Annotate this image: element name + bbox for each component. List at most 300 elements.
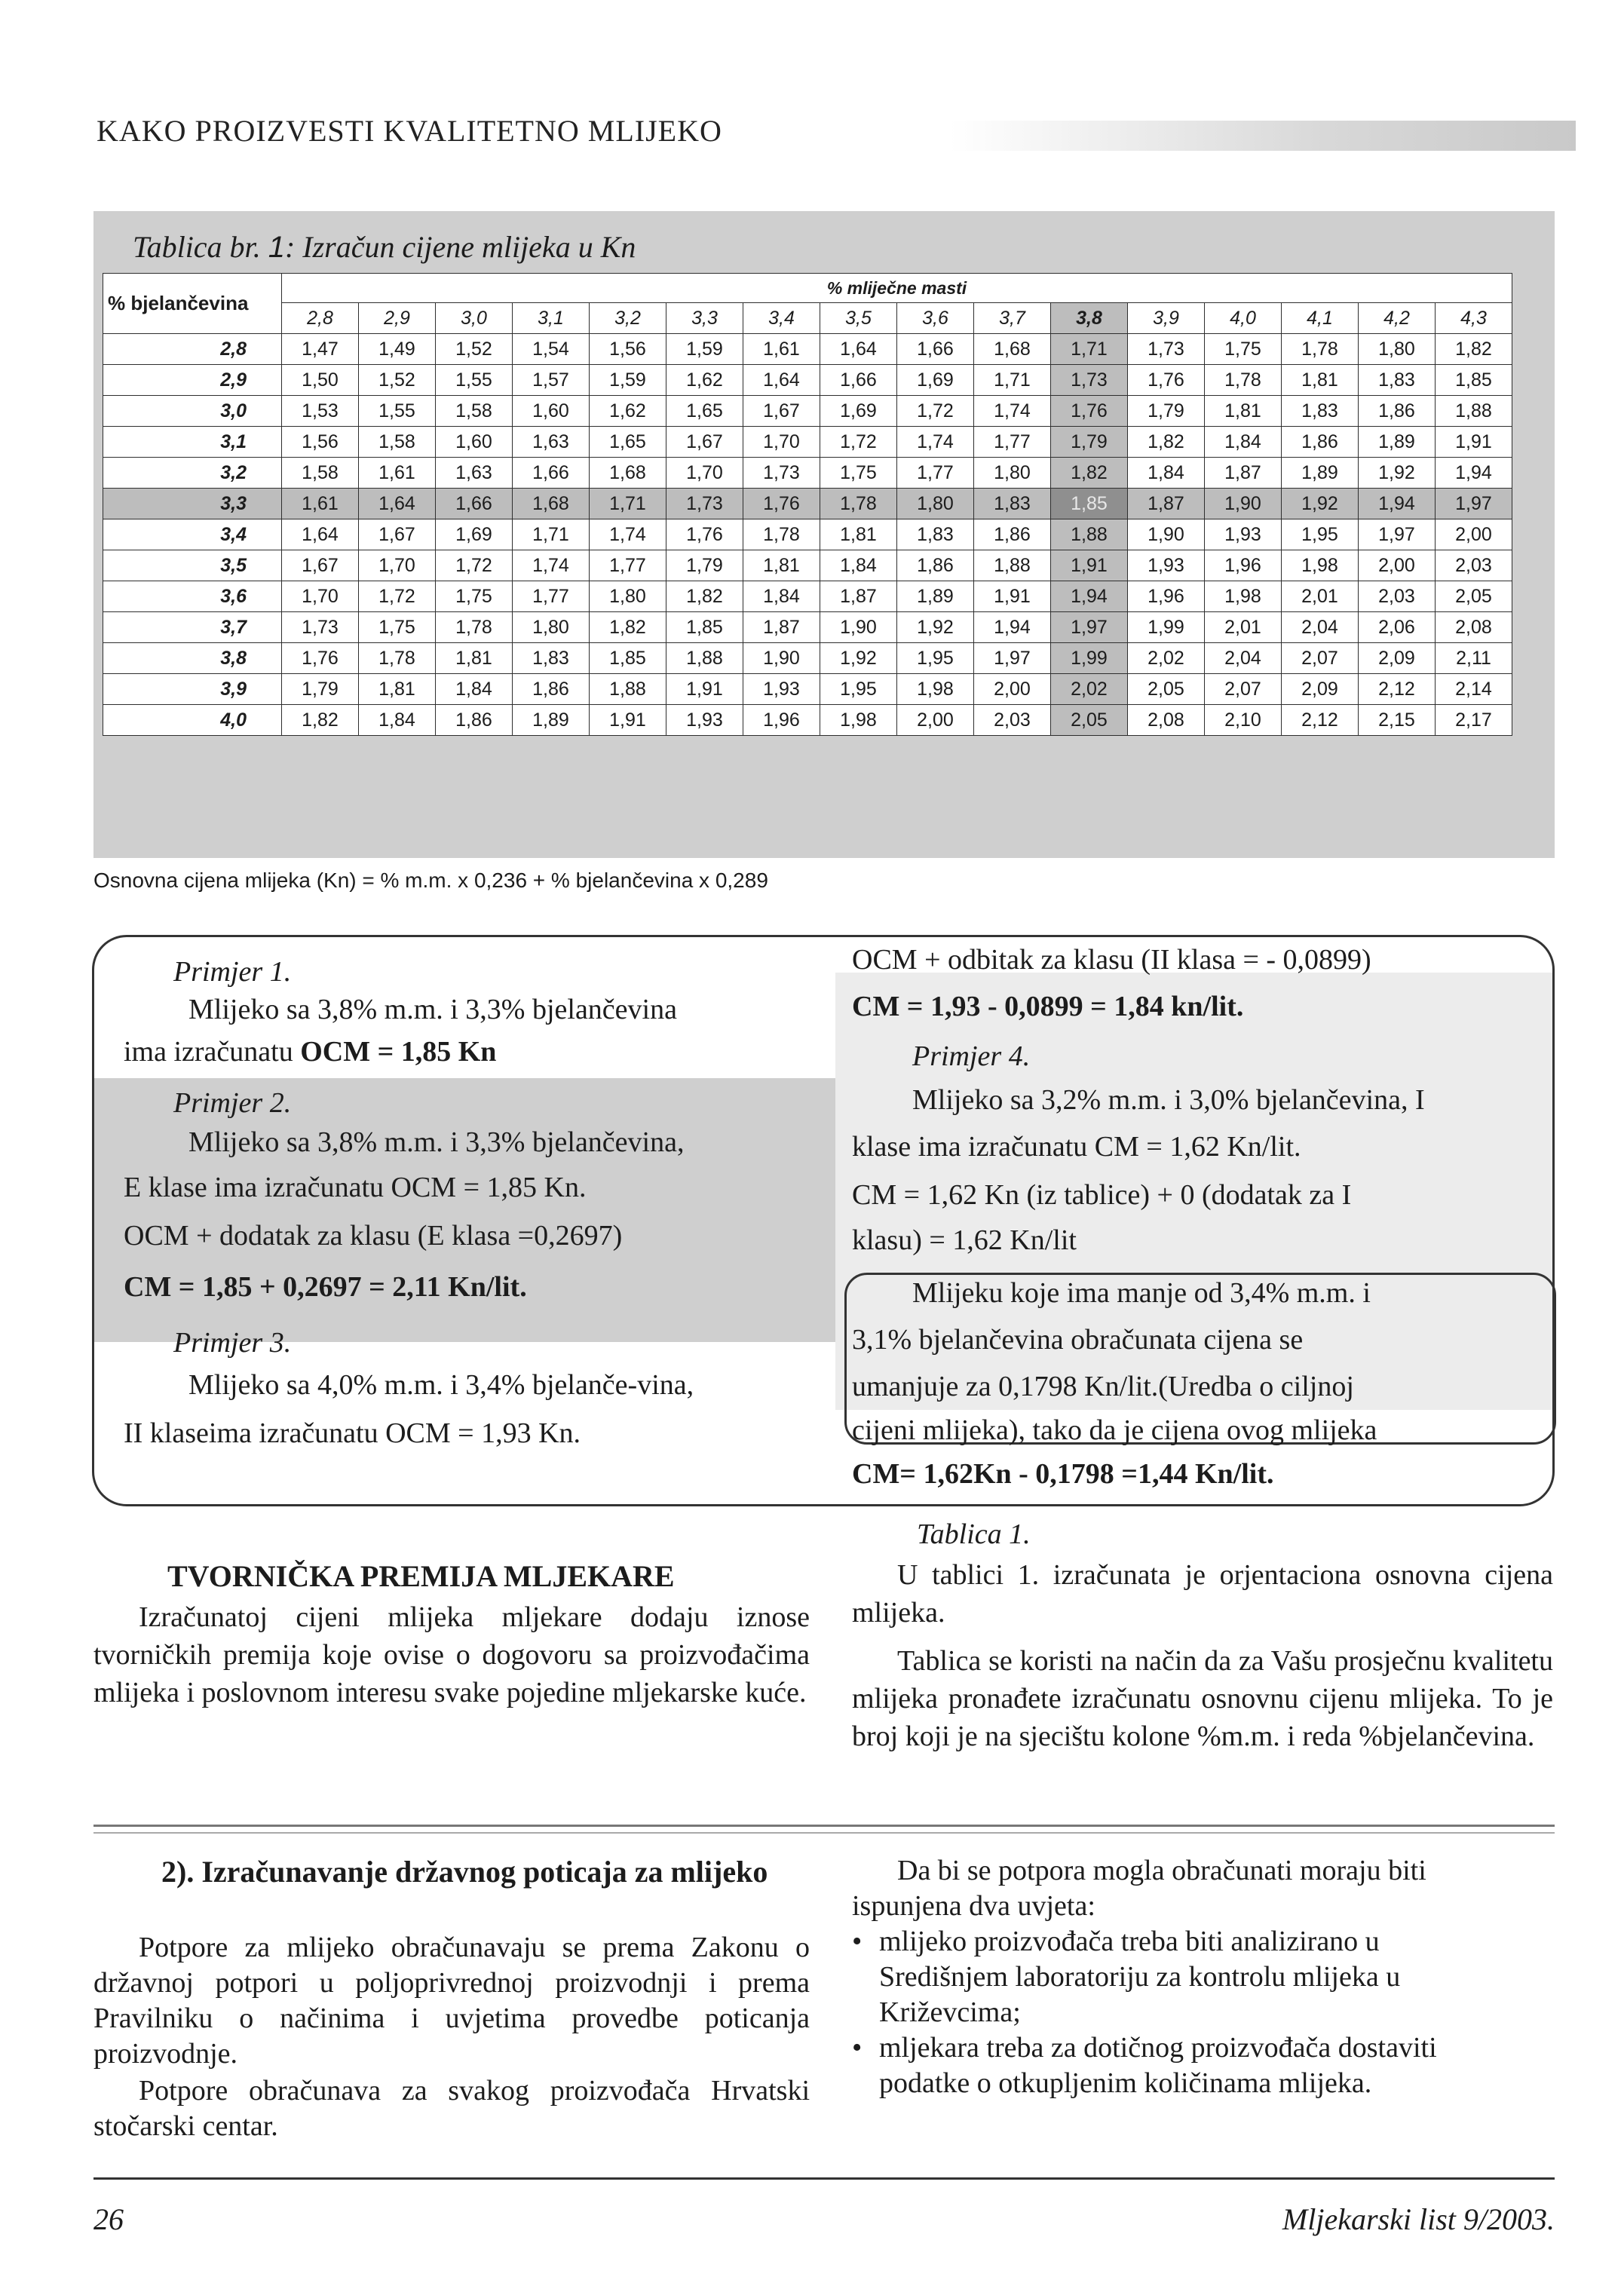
- price-cell: 1,93: [743, 674, 820, 705]
- price-cell: 2,01: [1282, 581, 1359, 612]
- price-cell: 1,97: [1436, 489, 1512, 519]
- price-cell: 2,09: [1359, 643, 1436, 674]
- table-body: [103, 334, 1512, 736]
- price-cell: 1,87: [820, 581, 897, 612]
- price-cell: 1,62: [666, 365, 743, 396]
- example-3-label: Primjer 3.: [173, 1327, 292, 1359]
- price-cell: 1,73: [1128, 334, 1205, 365]
- price-cell: 1,68: [590, 458, 666, 489]
- price-cell: 1,68: [974, 334, 1051, 365]
- section-divider: [93, 1825, 1555, 1834]
- price-cell: 1,71: [974, 365, 1051, 396]
- price-cell: 1,90: [743, 643, 820, 674]
- price-cell: 1,73: [666, 489, 743, 519]
- price-cell: 1,88: [1051, 519, 1128, 550]
- table-row: [103, 489, 1512, 519]
- price-cell: 1,58: [359, 427, 436, 458]
- example-2-line-1: Mlijeko sa 3,8% m.m. i 3,3% bjelančevina,: [188, 1126, 685, 1158]
- price-cell: 1,99: [1051, 643, 1128, 674]
- price-cell: 1,96: [1128, 581, 1205, 612]
- price-cell: 1,68: [513, 489, 590, 519]
- price-cell: 1,97: [1359, 519, 1436, 550]
- example-1-result: OCM = 1,85 Kn: [300, 1036, 497, 1068]
- price-cell: 1,86: [513, 674, 590, 705]
- protein-row-header: 3,8: [103, 643, 282, 674]
- footer-rule: [93, 2177, 1555, 2180]
- price-cell: 1,88: [590, 674, 666, 705]
- price-cell: 1,89: [1359, 427, 1436, 458]
- price-cell: 1,96: [743, 705, 820, 736]
- price-cell: 1,67: [666, 427, 743, 458]
- price-cell: 1,60: [436, 427, 513, 458]
- price-cell: 1,83: [974, 489, 1051, 519]
- fat-column-header: 4,3: [1436, 303, 1512, 334]
- fat-column-header: 3,5: [820, 303, 897, 334]
- price-cell: 1,92: [820, 643, 897, 674]
- protein-row-header: 3,3: [103, 489, 282, 519]
- price-cell: 2,09: [1282, 674, 1359, 705]
- table-row: [103, 705, 1512, 736]
- price-cell: 1,80: [897, 489, 974, 519]
- fat-column-header: 3,2: [590, 303, 666, 334]
- price-cell: 1,89: [1282, 458, 1359, 489]
- price-cell: 1,91: [666, 674, 743, 705]
- price-cell: 1,73: [1051, 365, 1128, 396]
- price-cell: 1,73: [282, 612, 359, 643]
- price-formula: Osnovna cijena mlijeka (Kn) = % m.m. x 0,236 + % bjelančevina x 0,289: [93, 869, 768, 892]
- example-4-note-4: cijeni mlijeka), tako da je cijena ovog mlijeka: [852, 1414, 1377, 1446]
- subsidy-conditions-intro: Da bi se potpora mogla obračunati moraju biti ispunjena dva uvjeta:: [852, 1855, 1426, 1922]
- price-cell: 1,90: [1128, 519, 1205, 550]
- example-3-line-3: OCM + odbitak za klasu (II klasa = - 0,0899): [852, 944, 1371, 976]
- price-cell: 1,98: [1205, 581, 1282, 612]
- price-cell: 1,84: [359, 705, 436, 736]
- price-cell: 1,55: [436, 365, 513, 396]
- price-cell: 1,85: [1051, 489, 1128, 519]
- price-cell: 1,82: [1051, 458, 1128, 489]
- price-cell: 2,05: [1051, 705, 1128, 736]
- example-4-note-3: umanjuje za 0,1798 Kn/lit.(Uredba o ciljnoj: [852, 1371, 1354, 1402]
- fat-label-row: [103, 274, 1512, 303]
- premium-heading: TVORNIČKA PREMIJA MLJEKARE: [167, 1559, 675, 1593]
- fat-column-header: 3,4: [743, 303, 820, 334]
- price-cell: 1,74: [513, 550, 590, 581]
- price-cell: 1,59: [666, 334, 743, 365]
- price-cell: 2,03: [1436, 550, 1512, 581]
- price-cell: 1,83: [1359, 365, 1436, 396]
- price-cell: 1,70: [359, 550, 436, 581]
- price-cell: 2,02: [1128, 643, 1205, 674]
- table-row: [103, 550, 1512, 581]
- price-cell: 1,64: [282, 519, 359, 550]
- price-cell: 1,82: [282, 705, 359, 736]
- price-cell: 1,70: [743, 427, 820, 458]
- example-4-line-3: CM = 1,62 Kn (iz tablice) + 0 (dodatak za I: [852, 1179, 1352, 1211]
- price-cell: 2,00: [974, 674, 1051, 705]
- price-cell: 1,93: [1205, 519, 1282, 550]
- price-cell: 1,77: [590, 550, 666, 581]
- protein-row-header: 4,0: [103, 705, 282, 736]
- price-cell: 1,58: [436, 396, 513, 427]
- fat-column-header: 3,3: [666, 303, 743, 334]
- price-cell: 1,63: [436, 458, 513, 489]
- fat-column-header: 4,0: [1205, 303, 1282, 334]
- price-cell: 1,59: [590, 365, 666, 396]
- price-cell: 1,77: [513, 581, 590, 612]
- example-4-note-1: Mlijeku koje ima manje od 3,4% m.m. i: [912, 1277, 1371, 1309]
- price-cell: 1,78: [436, 612, 513, 643]
- price-cell: 1,69: [436, 519, 513, 550]
- price-cell: 1,49: [359, 334, 436, 365]
- price-cell: 1,76: [1128, 365, 1205, 396]
- price-cell: 1,92: [897, 612, 974, 643]
- example-3-result: CM = 1,93 - 0,0899 = 1,84 kn/lit.: [852, 991, 1244, 1022]
- price-cell: 1,61: [359, 458, 436, 489]
- protein-row-header: 3,7: [103, 612, 282, 643]
- example-4-line-2: klase ima izračunatu CM = 1,62 Kn/lit.: [852, 1131, 1301, 1163]
- price-cell: 1,65: [666, 396, 743, 427]
- table-row: [103, 643, 1512, 674]
- price-cell: 1,87: [743, 612, 820, 643]
- price-cell: 1,81: [1205, 396, 1282, 427]
- premium-text: Izračunatoj cijeni mlijeka mljekare dodaju iznose tvorničkih premija koje ovise o dogovoru sa proizvođačima mlijeka i poslovnom interesu svake pojedine mljekarske kuće.: [93, 1601, 810, 1708]
- price-cell: 1,71: [1051, 334, 1128, 365]
- price-cell: 1,69: [897, 365, 974, 396]
- price-cell: 1,74: [897, 427, 974, 458]
- table-row: [103, 581, 1512, 612]
- price-cell: 1,52: [436, 334, 513, 365]
- row-label-header: % bjelančevina: [103, 274, 282, 334]
- price-cell: 2,17: [1436, 705, 1512, 736]
- price-cell: 1,96: [1205, 550, 1282, 581]
- fat-columns-row: [103, 303, 1512, 334]
- price-cell: 1,86: [436, 705, 513, 736]
- fat-column-header: 3,6: [897, 303, 974, 334]
- subsidy-text-1: Potpore za mlijeko obračunavaju se prema Zakonu o državnoj potpori u poljoprivrednoj proizvodnji i prema Pravilniku o načinima i uvjetima provedbe poticanja proizvodnje.: [93, 1932, 810, 2070]
- price-cell: 2,04: [1205, 643, 1282, 674]
- price-cell: 2,11: [1436, 643, 1512, 674]
- caption-text: : Izračun cijene mlijeka u Kn: [284, 230, 636, 264]
- example-4-label: Primjer 4.: [912, 1040, 1031, 1072]
- price-cell: 2,15: [1359, 705, 1436, 736]
- price-cell: 1,78: [1282, 334, 1359, 365]
- price-cell: 2,07: [1282, 643, 1359, 674]
- price-cell: 1,82: [590, 612, 666, 643]
- price-cell: 1,84: [743, 581, 820, 612]
- price-cell: 1,86: [897, 550, 974, 581]
- price-cell: 1,82: [666, 581, 743, 612]
- price-cell: 1,70: [282, 581, 359, 612]
- price-cell: 1,89: [897, 581, 974, 612]
- subsidy-conditions-list: [852, 1924, 1515, 2101]
- price-cell: 1,74: [974, 396, 1051, 427]
- price-cell: 1,64: [820, 334, 897, 365]
- price-cell: 1,73: [743, 458, 820, 489]
- example-2-result: CM = 1,85 + 0,2697 = 2,11 Kn/lit.: [124, 1271, 527, 1303]
- price-cell: 1,88: [1436, 396, 1512, 427]
- price-cell: 1,58: [282, 458, 359, 489]
- price-cell: 1,97: [1051, 612, 1128, 643]
- price-cell: 1,56: [282, 427, 359, 458]
- price-cell: 1,95: [1282, 519, 1359, 550]
- example-2-line-2: E klase ima izračunatu OCM = 1,85 Kn.: [124, 1172, 587, 1203]
- example-4-note-2: 3,1% bjelančevina obračunata cijena se: [852, 1324, 1304, 1356]
- example-1-line-2: ima izračunatu OCM = 1,85 Kn: [124, 1036, 497, 1068]
- caption-prefix: Tablica br.: [133, 230, 268, 264]
- price-cell: 2,00: [1359, 550, 1436, 581]
- price-cell: 1,56: [590, 334, 666, 365]
- condition-item: • mlijeko proizvođača treba biti analizirano u Središnjem laboratoriju za kontrolu mlijeka u Križevcima;: [852, 1924, 1515, 2030]
- example-2-line-3: OCM + dodatak za klasu (E klasa =0,2697): [124, 1220, 623, 1252]
- protein-row-header: 3,0: [103, 396, 282, 427]
- price-cell: 1,67: [282, 550, 359, 581]
- price-cell: 1,76: [282, 643, 359, 674]
- price-cell: 1,94: [1436, 458, 1512, 489]
- price-cell: 1,94: [1359, 489, 1436, 519]
- fat-column-header: 3,0: [436, 303, 513, 334]
- table-note-text-1: U tablici 1. izračunata je orjentaciona osnovna cijena mlijeka.: [852, 1559, 1553, 1629]
- price-cell: 1,92: [1359, 458, 1436, 489]
- price-cell: 1,76: [666, 519, 743, 550]
- table-note-label: Tablica 1.: [917, 1518, 1031, 1550]
- page-number: 26: [93, 2202, 124, 2236]
- table-row: [103, 674, 1512, 705]
- fat-column-header: 2,9: [359, 303, 436, 334]
- price-cell: 2,00: [897, 705, 974, 736]
- price-cell: 1,85: [590, 643, 666, 674]
- example-4-result: CM= 1,62Kn - 0,1798 =1,44 Kn/lit.: [852, 1458, 1274, 1490]
- price-cell: 1,63: [513, 427, 590, 458]
- price-cell: 1,71: [513, 519, 590, 550]
- price-cell: 1,78: [743, 519, 820, 550]
- table-note-text-2: Tablica se koristi na način da za Vašu prosječnu kvalitetu mlijeka pronađete izračunatu osnovnu cijenu mlijeka. To je broj koji je na sjecištu kolone %m.m. i reda %bjelančevina.: [852, 1645, 1553, 1752]
- price-cell: 1,92: [1282, 489, 1359, 519]
- price-cell: 1,78: [1205, 365, 1282, 396]
- price-cell: 1,99: [1128, 612, 1205, 643]
- price-cell: 2,00: [1436, 519, 1512, 550]
- protein-row-header: 3,4: [103, 519, 282, 550]
- price-cell: 1,47: [282, 334, 359, 365]
- price-cell: 1,79: [1128, 396, 1205, 427]
- price-cell: 1,66: [820, 365, 897, 396]
- price-cell: 1,53: [282, 396, 359, 427]
- price-cell: 1,86: [1359, 396, 1436, 427]
- price-cell: 2,08: [1436, 612, 1512, 643]
- price-cell: 1,77: [897, 458, 974, 489]
- price-cell: 2,12: [1282, 705, 1359, 736]
- price-cell: 1,94: [974, 612, 1051, 643]
- price-cell: 2,06: [1359, 612, 1436, 643]
- price-cell: 1,57: [513, 365, 590, 396]
- example-3-line-2: II klaseima izračunatu OCM = 1,93 Kn.: [124, 1417, 581, 1449]
- price-cell: 2,01: [1205, 612, 1282, 643]
- price-cell: 1,84: [1128, 458, 1205, 489]
- price-cell: 1,94: [1051, 581, 1128, 612]
- price-cell: 1,62: [590, 396, 666, 427]
- price-cell: 1,67: [743, 396, 820, 427]
- price-cell: 1,90: [1205, 489, 1282, 519]
- subsidy-text-2: Potpore obračunava za svakog proizvođača Hrvatski stočarski centar.: [93, 2075, 810, 2142]
- condition-item: • mljekara treba za dotičnog proizvođača dostaviti podatke o otkupljenim količinama mlijeka.: [852, 2030, 1515, 2101]
- protein-row-header: 3,9: [103, 674, 282, 705]
- table-row: [103, 612, 1512, 643]
- example-2-label: Primjer 2.: [173, 1087, 292, 1119]
- protein-row-header: 3,2: [103, 458, 282, 489]
- fat-column-header: 3,7: [974, 303, 1051, 334]
- protein-row-header: 2,8: [103, 334, 282, 365]
- price-cell: 2,10: [1205, 705, 1282, 736]
- price-cell: 2,03: [1359, 581, 1436, 612]
- price-cell: 1,84: [436, 674, 513, 705]
- price-cell: 1,91: [590, 705, 666, 736]
- price-cell: 1,72: [436, 550, 513, 581]
- price-cell: 1,74: [590, 519, 666, 550]
- price-cell: 1,81: [743, 550, 820, 581]
- price-cell: 1,72: [820, 427, 897, 458]
- table-row: [103, 334, 1512, 365]
- fat-column-header: 2,8: [282, 303, 359, 334]
- protein-row-header: 3,5: [103, 550, 282, 581]
- price-cell: 1,65: [590, 427, 666, 458]
- price-cell: 1,81: [820, 519, 897, 550]
- price-cell: 1,50: [282, 365, 359, 396]
- price-cell: 1,91: [1436, 427, 1512, 458]
- price-cell: 1,91: [1051, 550, 1128, 581]
- price-cell: 1,95: [820, 674, 897, 705]
- price-cell: 2,14: [1436, 674, 1512, 705]
- price-cell: 1,52: [359, 365, 436, 396]
- table-row: [103, 427, 1512, 458]
- price-cell: 1,79: [282, 674, 359, 705]
- price-cell: 1,61: [282, 489, 359, 519]
- price-cell: 1,54: [513, 334, 590, 365]
- price-cell: 1,75: [436, 581, 513, 612]
- price-cell: 1,79: [1051, 427, 1128, 458]
- price-cell: 2,05: [1128, 674, 1205, 705]
- protein-row-header: 3,6: [103, 581, 282, 612]
- fat-label-header: % mliječne masti: [282, 274, 1512, 303]
- price-cell: 1,83: [897, 519, 974, 550]
- price-cell: 1,64: [359, 489, 436, 519]
- price-cell: 2,12: [1359, 674, 1436, 705]
- price-cell: 1,70: [666, 458, 743, 489]
- price-cell: 1,81: [359, 674, 436, 705]
- protein-row-header: 3,1: [103, 427, 282, 458]
- price-cell: 1,80: [513, 612, 590, 643]
- table-row: [103, 458, 1512, 489]
- price-cell: 2,07: [1205, 674, 1282, 705]
- fat-column-header: 4,2: [1359, 303, 1436, 334]
- price-cell: 1,90: [820, 612, 897, 643]
- fat-column-header: 3,9: [1128, 303, 1205, 334]
- table-row: [103, 519, 1512, 550]
- price-cell: 1,98: [820, 705, 897, 736]
- subsidy-heading: 2). Izračunavanje državnog poticaja za mlijeko: [161, 1855, 768, 1889]
- price-cell: 1,89: [513, 705, 590, 736]
- table-row: [103, 396, 1512, 427]
- fat-column-header: 3,1: [513, 303, 590, 334]
- price-cell: 1,88: [974, 550, 1051, 581]
- price-cell: 1,66: [513, 458, 590, 489]
- price-cell: 1,93: [1128, 550, 1205, 581]
- price-cell: 1,83: [513, 643, 590, 674]
- header-shading: [950, 121, 1576, 151]
- fat-column-header: 3,8: [1051, 303, 1128, 334]
- price-cell: 1,88: [666, 643, 743, 674]
- price-cell: 1,75: [820, 458, 897, 489]
- example-4-line-4: klasu) = 1,62 Kn/lit: [852, 1224, 1077, 1256]
- journal-reference: Mljekarski list 9/2003.: [1282, 2202, 1555, 2236]
- price-cell: 1,76: [743, 489, 820, 519]
- price-cell: 2,02: [1051, 674, 1128, 705]
- price-cell: 1,97: [974, 643, 1051, 674]
- price-cell: 1,91: [974, 581, 1051, 612]
- price-cell: 1,61: [743, 334, 820, 365]
- price-cell: 1,78: [359, 643, 436, 674]
- price-cell: 1,76: [1051, 396, 1128, 427]
- price-cell: 1,87: [1205, 458, 1282, 489]
- fat-column-header: 4,1: [1282, 303, 1359, 334]
- price-cell: 1,66: [436, 489, 513, 519]
- price-table: [103, 273, 1512, 736]
- running-header: KAKO PROIZVESTI KVALITETNO MLIJEKO: [97, 114, 722, 148]
- table-caption: [133, 229, 636, 265]
- price-cell: 1,85: [1436, 365, 1512, 396]
- price-cell: 2,05: [1436, 581, 1512, 612]
- price-cell: 1,98: [1282, 550, 1359, 581]
- price-cell: 1,87: [1128, 489, 1205, 519]
- price-cell: 1,80: [1359, 334, 1436, 365]
- price-cell: 1,66: [897, 334, 974, 365]
- price-cell: 1,93: [666, 705, 743, 736]
- price-cell: 1,55: [359, 396, 436, 427]
- price-cell: 1,78: [820, 489, 897, 519]
- price-cell: 1,71: [590, 489, 666, 519]
- price-cell: 1,60: [513, 396, 590, 427]
- price-cell: 1,84: [1205, 427, 1282, 458]
- price-cell: 1,84: [820, 550, 897, 581]
- price-cell: 1,80: [590, 581, 666, 612]
- price-cell: 1,77: [974, 427, 1051, 458]
- protein-row-header: 2,9: [103, 365, 282, 396]
- price-cell: 1,86: [1282, 427, 1359, 458]
- example-4-line-1: Mlijeko sa 3,2% m.m. i 3,0% bjelančevina, I: [912, 1084, 1425, 1116]
- example-3-line-1: Mlijeko sa 4,0% m.m. i 3,4% bjelanče-vina,: [188, 1369, 694, 1401]
- price-cell: 1,72: [897, 396, 974, 427]
- price-cell: 1,86: [974, 519, 1051, 550]
- price-cell: 1,81: [1282, 365, 1359, 396]
- example-1-label: Primjer 1.: [173, 956, 292, 988]
- price-cell: 1,98: [897, 674, 974, 705]
- price-cell: 1,69: [820, 396, 897, 427]
- price-cell: 1,64: [743, 365, 820, 396]
- price-cell: 1,79: [666, 550, 743, 581]
- price-cell: 1,95: [897, 643, 974, 674]
- price-cell: 1,67: [359, 519, 436, 550]
- price-cell: 1,81: [436, 643, 513, 674]
- price-cell: 1,80: [974, 458, 1051, 489]
- price-cell: 1,85: [666, 612, 743, 643]
- price-cell: 1,82: [1436, 334, 1512, 365]
- example-1-line-1: Mlijeko sa 3,8% m.m. i 3,3% bjelančevina: [188, 994, 677, 1025]
- table-row: [103, 365, 1512, 396]
- price-cell: 1,72: [359, 581, 436, 612]
- price-cell: 2,03: [974, 705, 1051, 736]
- price-cell: 1,82: [1128, 427, 1205, 458]
- price-cell: 1,75: [1205, 334, 1282, 365]
- caption-number: 1: [268, 231, 285, 264]
- price-cell: 1,75: [359, 612, 436, 643]
